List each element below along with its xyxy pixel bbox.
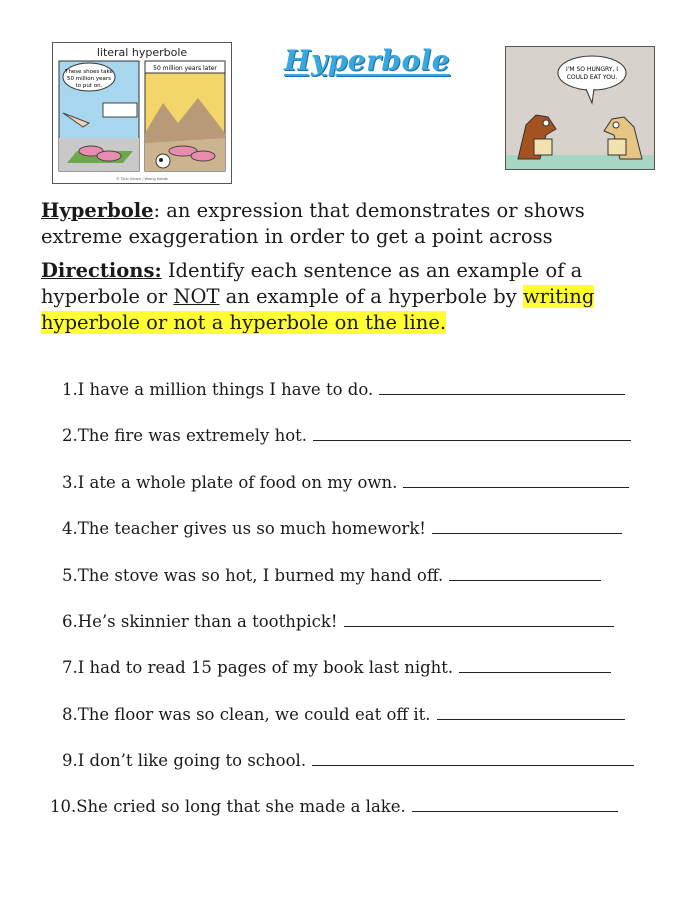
svg-text:COULD EAT YOU.: COULD EAT YOU. [566,74,618,81]
answer-line[interactable] [412,810,618,812]
question-item [62,705,625,724]
question-number: 9. [62,751,78,770]
svg-text:These shoes take: These shoes take [65,69,113,75]
svg-text:to put on.: to put on. [75,83,103,89]
question-number: 4. [62,519,78,538]
question-item [50,797,618,816]
answer-line[interactable] [379,393,625,395]
question-number: 10. [50,797,77,816]
question-text: The fire was extremely hot. [77,426,308,445]
page-title: Hyperbole [284,44,451,77]
directions-text-b: an example of a hyperbole by [219,285,523,308]
shoes-comic-illustration [53,43,231,183]
question-number: 2. [62,426,78,445]
directions-paragraph [41,258,661,336]
question-text: I had to read 15 pages of my book last night. [77,658,454,677]
question-item [62,658,611,677]
answer-line[interactable] [403,486,629,488]
directions-not: NOT [173,285,220,308]
answer-line[interactable] [459,671,611,673]
answer-line[interactable] [312,764,634,766]
answer-line[interactable] [313,439,631,441]
hungry-horses-comic [505,46,655,170]
question-number: 1. [62,380,78,399]
question-text: The floor was so clean, we could eat off it. [77,705,431,724]
question-item [62,426,631,445]
definition-paragraph [41,198,661,250]
directions-highlight: writing hyperbole or not a hyperbole on the line. [41,285,595,334]
definition-term: Hyperbole [41,199,154,222]
question-text: She cried so long that she made a lake. [76,797,406,816]
directions-text-a: Identify each sentence as an example of a hyperbole or [41,259,583,308]
question-item [62,751,634,770]
svg-text:I'M SO HUNGRY, I: I'M SO HUNGRY, I [565,66,619,73]
question-number: 8. [62,705,78,724]
question-item [62,519,622,538]
question-item [62,612,614,631]
question-number: 5. [62,566,78,585]
question-text: He’s skinnier than a toothpick! [77,612,338,631]
answer-line[interactable] [344,625,614,627]
svg-text:50 million years later: 50 million years later [153,65,217,72]
answer-line[interactable] [432,532,622,534]
svg-text:50 million years: 50 million years [67,76,111,82]
question-text: I have a million things I have to do. [77,380,374,399]
question-item [62,473,629,492]
question-text: I ate a whole plate of food on my own. [77,473,398,492]
definition-text: : an expression that demonstrates or shows extreme exaggeration in order to get a point across [41,199,585,248]
question-text: The teacher gives us so much homework! [77,519,426,538]
svg-text:© Tyler Alcorn / Wrong Hands: © Tyler Alcorn / Wrong Hands [116,177,168,181]
question-text: The stove was so hot, I burned my hand off. [77,566,444,585]
literal-hyperbole-comic [52,42,232,184]
question-item [62,566,601,585]
question-number: 6. [62,612,78,631]
question-item [62,380,625,399]
question-text: I don’t like going to school. [77,751,307,770]
directions-label: Directions: [41,259,162,282]
answer-line[interactable] [449,579,601,581]
answer-line[interactable] [437,718,625,720]
svg-text:literal hyperbole: literal hyperbole [96,46,188,59]
question-number: 3. [62,473,78,492]
horses-comic-illustration [506,47,654,169]
question-number: 7. [62,658,78,677]
